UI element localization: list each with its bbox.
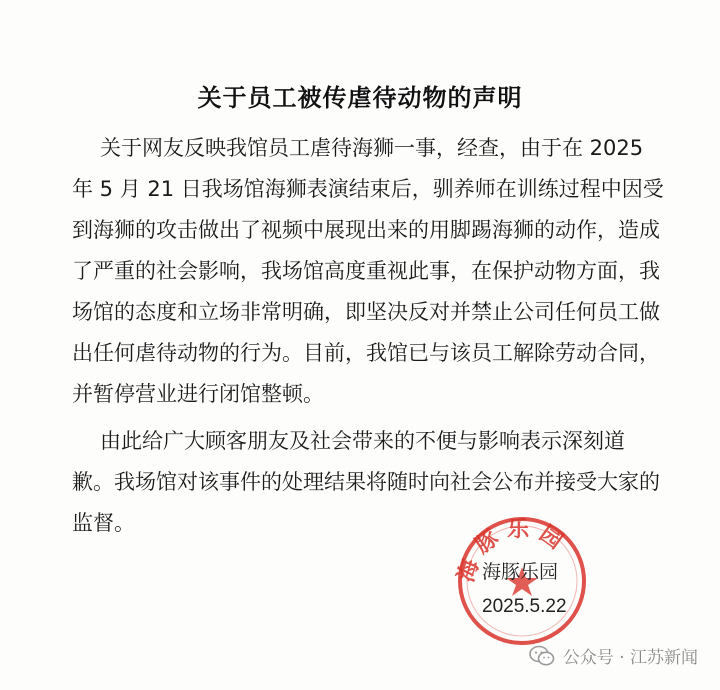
text-line: 歉。我场馆对该事件的处理结果将随时向社会公布并接受大家的 [72, 470, 660, 494]
text-line: 出任何虐待动物的行为。目前，我馆已与该员工解除劳动合同， [72, 341, 660, 365]
statement-body [72, 128, 664, 544]
paragraph-1 [72, 128, 664, 415]
signature-name: 海豚乐园 [482, 561, 559, 583]
text-line: 监督。 [72, 511, 135, 535]
svg-text:海豚乐园: 海豚乐园 [453, 517, 574, 586]
page-title: 关于员工被传虐待动物的声明 [197, 84, 523, 112]
text-line: 了严重的社会影响，我场馆高度重视此事，在保护动物方面，我 [72, 259, 660, 283]
text-line: 由此给广大顾客朋友及社会带来的不便与影响表示深刻道 [100, 429, 625, 453]
signature-date: 2025.5.22 [482, 596, 567, 617]
text-line: 场馆的态度和立场非常明确，即坚决反对并禁止公司任何员工做 [72, 300, 660, 324]
text-line: 并暂停营业进行闭馆整顿。 [72, 382, 324, 406]
source-watermark [529, 643, 698, 668]
wechat-icon [529, 645, 555, 667]
text-line: 年 5 月 21 日我场馆海狮表演结束后，驯养师在训练过程中因受 [72, 177, 664, 201]
source-label: 公众号 · 江苏新闻 [562, 648, 698, 668]
text-line: 到海狮的攻击做出了视频中展现出来的用脚踢海狮的动作，造成 [72, 218, 660, 242]
text-line: 关于网友反映我馆员工虐待海狮一事，经查，由于在 2025 [100, 136, 644, 160]
